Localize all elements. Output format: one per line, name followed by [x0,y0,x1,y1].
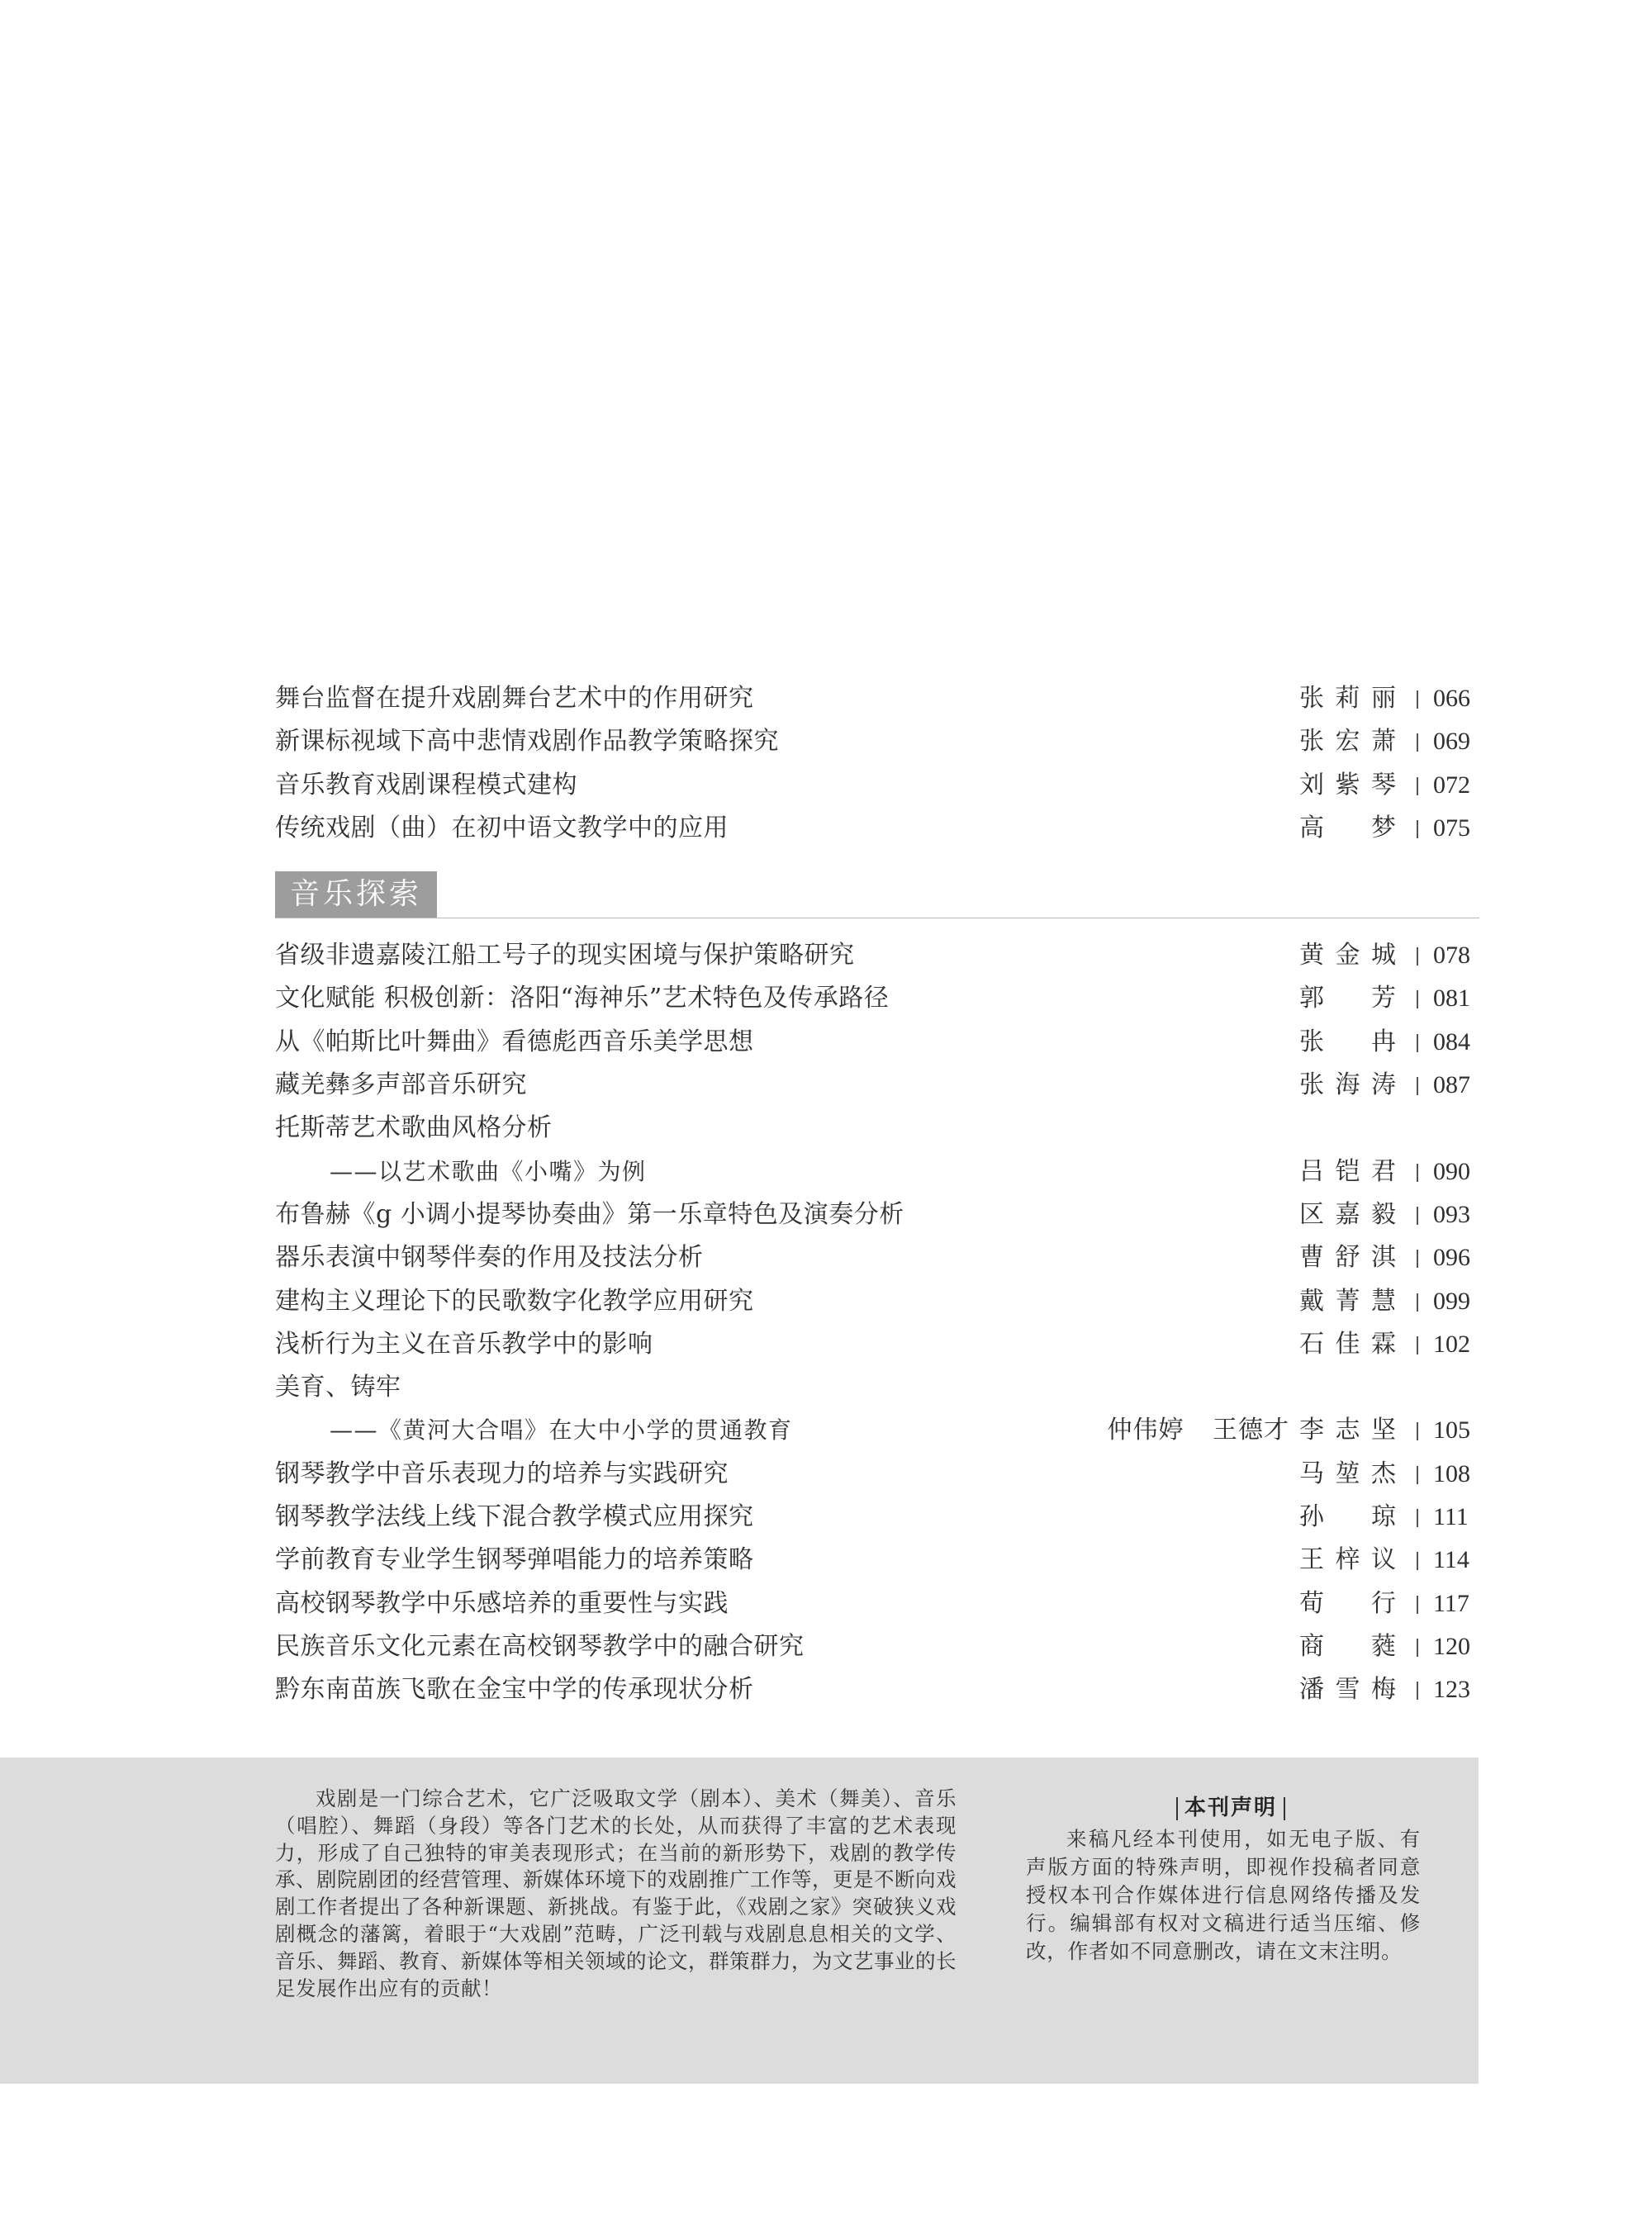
page-separator [1417,990,1418,1008]
table-of-contents [275,677,1479,1712]
page-separator [1417,690,1418,709]
toc-entry-subtitle-row [275,1150,1479,1193]
toc-entry [275,1496,1479,1539]
entry-page-number: 093 [1433,1200,1470,1228]
entry-page-number: 081 [1433,984,1470,1013]
entry-author: 张宏萧 [1299,727,1397,757]
entry-author: 郭芳 [1299,984,1397,1013]
toc-entry [275,807,1479,850]
entry-page-number: 123 [1433,1676,1470,1704]
toc-entry [275,1668,1479,1711]
entry-title: 省级非遗嘉陵江船工号子的现实困境与保护策略研究 [275,941,855,970]
entry-author: 高梦 [1299,813,1397,842]
entry-subtitle: ——《黄河大合唱》在大中小学的贯通教育 [330,1416,793,1445]
entry-title: 托斯蒂艺术歌曲风格分析 [275,1113,553,1143]
entry-title: 学前教育专业学生钢琴弹唱能力的培养策略 [275,1545,754,1575]
entry-page-number: 108 [1433,1459,1470,1487]
entry-coauthors: 仲伟婷 王德才 [1107,1416,1289,1445]
toc-entry [275,1323,1479,1366]
page-separator [1417,820,1418,838]
toc-entry [275,764,1479,807]
entry-author: 荀行 [1299,1588,1397,1618]
entry-title: 高校钢琴教学中乐感培养的重要性与实践 [275,1588,729,1618]
entry-title: 文化赋能 积极创新：洛阳“海神乐”艺术特色及传承路径 [275,984,890,1013]
notice-body: 来稿凡经本刊使用，如无电子版、有声版方面的特殊声明，即视作投稿者同意授权本刊合作媒体进行信息网络传播及发行。编辑部有权对文稿进行适当压缩、修改，作者如不同意删改，请在文末注明。 [1026,1827,1421,1963]
entry-subtitle: ——以艺术歌曲《小嘴》为例 [330,1157,647,1185]
page-separator [1417,733,1418,752]
page-separator [1417,947,1418,965]
entry-author: 吕铠君 [1299,1156,1397,1186]
entry-author: 王梓议 [1299,1545,1397,1575]
toc-entry [275,1021,1479,1064]
entry-page-number: 066 [1433,685,1470,712]
toc-entry [275,1236,1479,1279]
section-title: 音乐探索 [275,871,437,918]
entry-title: 钢琴教学中音乐表现力的培养与实践研究 [275,1459,729,1488]
entry-title: 从《帕斯比叶舞曲》看德彪西音乐美学思想 [275,1027,754,1056]
entry-page-number: 114 [1433,1546,1469,1574]
page-separator [1417,1250,1418,1268]
entry-author: 潘雪梅 [1299,1675,1397,1705]
entry-author: 张莉丽 [1299,684,1397,713]
entry-author: 李志坚 [1299,1416,1397,1445]
toc-entry-subtitle-row [275,1409,1479,1452]
notice-title-bar-right [1284,1797,1285,1820]
journal-intro: 戏剧是一门综合艺术，它广泛吸取文学（剧本）、美术（舞美）、音乐（唱腔）、舞蹈（身段）等各门艺术的长处，从而获得了丰富的艺术表现力，形成了自己独特的审美表现形式；在当前的新形势下，戏剧的教学传承、剧院剧团的经营管理、新媒体环境下的戏剧推广工作等，更是不断向戏剧工作者提出了各种新课题、新挑战。有鉴于此，《戏剧之家》突破狭义戏剧概念的藩篱，着眼于“大戏剧”范畴，广泛刊载与戏剧息息相关的文学、音乐、舞蹈、教育、新媒体等相关领域的论文，群策群力，为文艺事业的长足发展作出应有的贡献！ [275,1786,957,2000]
entry-page-number: 117 [1433,1589,1469,1617]
entry-author: 马堃杰 [1299,1459,1397,1488]
toc-entry [275,1453,1479,1496]
entry-author: 张海涛 [1299,1070,1397,1100]
notice-title-text: 本刊声明 [1184,1796,1278,1820]
page-separator [1417,1293,1418,1312]
entry-title: 音乐教育戏剧课程模式建构 [275,770,577,799]
section-header-music [275,871,1479,934]
entry-page-number: 096 [1433,1244,1470,1272]
entry-title: 藏羌彝多声部音乐研究 [275,1070,527,1100]
entry-page-number: 090 [1433,1157,1470,1185]
toc-entry [275,1582,1479,1625]
page-separator [1417,1207,1418,1225]
toc-entry [275,1366,1479,1409]
page-separator [1417,1639,1418,1657]
page-separator [1417,1466,1418,1484]
toc-entry [275,977,1479,1020]
toc-music-list [275,934,1479,1711]
toc-entry [275,1107,1479,1150]
page-separator [1417,1422,1418,1440]
entry-author: 刘紫琴 [1299,770,1397,799]
page-separator [1417,1164,1418,1182]
page-separator [1417,1077,1418,1095]
page-separator [1417,1034,1418,1052]
entry-page-number: 078 [1433,942,1470,970]
entry-author: 戴菁慧 [1299,1286,1397,1316]
page-separator [1417,777,1418,795]
entry-author: 张冉 [1299,1027,1397,1056]
entry-page-number: 072 [1433,771,1470,799]
toc-entry [275,934,1479,977]
entry-page-number: 087 [1433,1071,1470,1099]
entry-author: 区嘉毅 [1299,1199,1397,1229]
entry-title: 传统戏剧（曲）在初中语文教学中的应用 [275,813,729,842]
entry-title: 黔东南苗族飞歌在金宝中学的传承现状分析 [275,1675,754,1705]
entry-title: 新课标视域下高中悲情戏剧作品教学策略探究 [275,727,779,757]
entry-title: 器乐表演中钢琴伴奏的作用及技法分析 [275,1243,704,1273]
entry-author: 曹舒淇 [1299,1243,1397,1273]
toc-entry [275,1280,1479,1323]
toc-entry [275,1193,1479,1236]
entry-title: 布鲁赫《g 小调小提琴协奏曲》第一乐章特色及演奏分析 [275,1199,904,1229]
entry-page-number: 105 [1433,1416,1470,1445]
entry-page-number: 099 [1433,1287,1470,1315]
entry-author: 商蕤 [1299,1631,1397,1661]
entry-page-number: 084 [1433,1027,1470,1056]
entry-title: 美育、铸牢 [275,1373,401,1402]
entry-page-number: 102 [1433,1330,1470,1358]
page-separator [1417,1552,1418,1570]
entry-title: 浅析行为主义在音乐教学中的影响 [275,1329,653,1359]
entry-title: 舞台监督在提升戏剧舞台艺术中的作用研究 [275,684,754,713]
entry-page-number: 111 [1433,1503,1469,1531]
page-separator [1417,1336,1418,1354]
toc-entry [275,1064,1479,1107]
entry-page-number: 075 [1433,814,1470,842]
notice-title [1170,1791,1292,1821]
page-separator [1417,1682,1418,1700]
toc-entry [275,1625,1479,1668]
entry-title: 建构主义理论下的民歌数字化教学应用研究 [275,1286,754,1316]
toc-entry [275,677,1479,720]
page-separator [1417,1509,1418,1527]
entry-title: 民族音乐文化元素在高校钢琴教学中的融合研究 [275,1631,805,1661]
entry-page-number: 069 [1433,728,1470,756]
toc-entry [275,720,1479,763]
toc-entry [275,1539,1479,1582]
entry-title: 钢琴教学法线上线下混合教学模式应用探究 [275,1502,754,1532]
entry-author: 黄金城 [1299,941,1397,970]
entry-page-number: 120 [1433,1632,1470,1660]
entry-author: 孙琼 [1299,1502,1397,1532]
page-separator [1417,1596,1418,1614]
toc-top-list [275,677,1479,850]
notice-title-bar-left [1176,1797,1178,1820]
entry-author: 石佳霖 [1299,1329,1397,1359]
